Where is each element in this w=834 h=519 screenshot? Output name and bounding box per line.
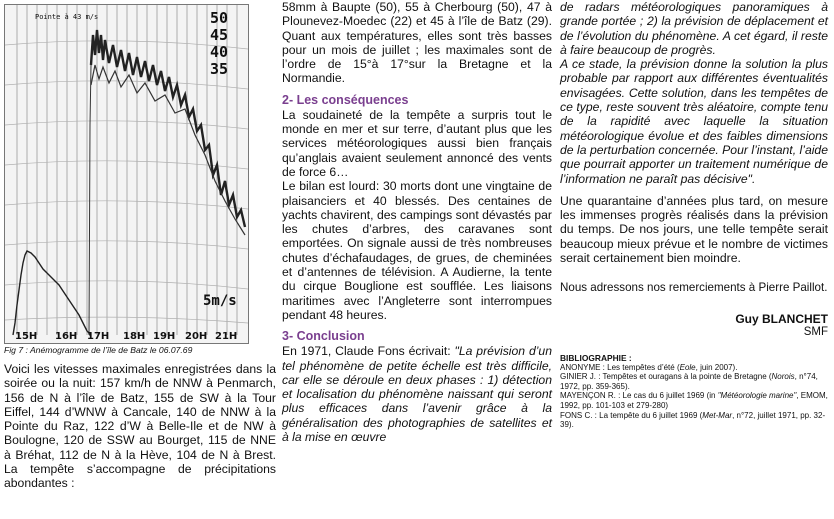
quote-conclusion: A ce stade, la prévision donne la solution la plus probable par rapport aux différentes éventualités envisagées. Cette solution, dans les tempêtes de ce type, reste souvent très aléatoire, compte tenu de la rapidité avec laquelle la situation météorologique évolue et des faibles dimensions de la perturbation concernée. Pour l’instant, l’aide que pourrait apporter un traitement numérique de l’information ne paraît pas décisive". <box>560 57 828 186</box>
heading-conclusion: 3- Conclusion <box>282 329 365 344</box>
quote-intro: En 1971, Claude Fons écrivait: <box>282 344 455 359</box>
paragraph-progress: Une quarantaine d’années plus tard, on mesure les immenses progrès réalisés dans la prévision du temps. De nos jours, une telle tempête serait beaucoup mieux prévue et le nombre de victimes serait certainement bien moindre. <box>560 193 828 266</box>
quote-text: "La prévision d’un tel phénomène de petite échelle est très difficile, car elle se déroule en deux phases : 1) détection et localisation du phénomène naissant qui seront plus efficaces dans l’avenir grâce à la généralisation des photographies de satellites et à la mise en œuvre <box>282 344 552 445</box>
hour-label-17: 17H <box>87 331 110 342</box>
anemogram-figure <box>4 4 249 344</box>
hour-label-21: 21H <box>215 331 238 342</box>
bib-entry: ANONYME : Les tempêtes d’été (Eole, juin 2007). <box>560 362 738 372</box>
bib-entry: FONS C. : La tempête du 6 juillet 1969 (Met-Mar, n°72, juillet 1971, pp. 32-39). <box>560 410 826 430</box>
paragraph-toll: Le bilan est lourd: 30 morts dont une vingtaine de plaisanciers et 40 blessés. Des centaines de yachts chavirent, des campings sont dévastés par les chutes d’arbres, des caravanes sont emportées. On signale aussi de très nombreuses chutes d’échafaudages, de grues, de cheminées et d’antennes de télévision. A Audierne, la tente du cirque Bouglione est soufflée. Les liaisons maritimes avec l’Angleterre sont interrompues pendant 48 heures. <box>282 179 552 322</box>
hour-label-20: 20H <box>185 331 208 342</box>
author-name: Guy BLANCHET <box>735 311 828 326</box>
scale-label-50: 50 <box>210 9 229 27</box>
scale-label-40: 40 <box>210 43 229 61</box>
author-affiliation: SMF <box>803 325 828 338</box>
hour-label-18: 18H <box>123 331 146 342</box>
unit-label: 5m/s <box>203 293 237 309</box>
anemogram-chart <box>5 5 248 343</box>
hour-label-15: 15H <box>15 331 38 342</box>
paragraph-fons-quote <box>282 344 552 444</box>
bibliography <box>560 353 828 430</box>
hour-label-16: 16H <box>55 331 78 342</box>
paragraph-surprise: La soudaineté de la tempête a surpris tout le monde en mer et sur terre, d’autant plus que les services météorologiques aussi bien français qu’anglais avaient seulement annoncé des vents de force 6… <box>282 107 552 179</box>
bib-entry: MAYENÇON R. : Le cas du 6 juillet 1969 (in "Météorologie marine", EMOM, 1992, pp. 101-103 et 279-280) <box>560 391 828 411</box>
acknowledgements: Nous adressons nos remerciements à Pierre Paillot. <box>560 281 828 295</box>
bibliography-title: BIBLIOGRAPHIE : <box>560 352 632 363</box>
top-note: Pointe à 43 m/s <box>35 13 99 21</box>
column-3 <box>560 0 828 430</box>
quote-continuation: de radars météorologiques panoramiques à grande portée ; 2) la prévision de déplacement et de l’évolution du phénomène. A cet égard, il reste à faire beaucoup de progrès. <box>560 0 828 57</box>
paragraph-precipitation: 58mm à Baupte (50), 55 à Cherbourg (50), 47 à Plounevez-Moedec (22) et 45 à l’île de Batz (29). Quant aux températures, elles sont très basses pour un mois de juillet ; les maximales sont de l’ordre de 15°à 17°sur la Bretagne et la Normandie. <box>282 0 552 86</box>
hour-label-19: 19H <box>153 331 176 342</box>
scale-label-35: 35 <box>210 60 229 78</box>
paragraph-wind-speeds: Voici les vitesses maximales enregistrées dans la soirée ou la nuit: 157 km/h de NNW à Penmarch, 156 de N à l’île de Batz, 155 de SW à la Tour Eiffel, 144 d’WNW à Cancale, 140 de NNW à la Pointe du Raz, 122 d’W à Belle-Ile et de NW à Boulogne, 120 de SSW au Bourget, 115 de NNE à Bréhat, 112 de N à la Hève, 104 de N à Brest. La tempête s’accompagne de précipitations abondantes : <box>4 362 276 491</box>
column-2 <box>282 0 552 444</box>
column-1 <box>4 0 276 491</box>
scale-label-45: 45 <box>210 26 229 44</box>
bib-entry: GINIER J. : Tempêtes et ouragans à la pointe de Bretagne (Norois, n°74, 1972, pp. 359-365). <box>560 372 818 391</box>
heading-consequences: 2- Les conséquences <box>282 92 409 107</box>
figure-caption: Fig 7 : Anémogramme de l’île de Batz le 06.07.69 <box>4 345 193 355</box>
